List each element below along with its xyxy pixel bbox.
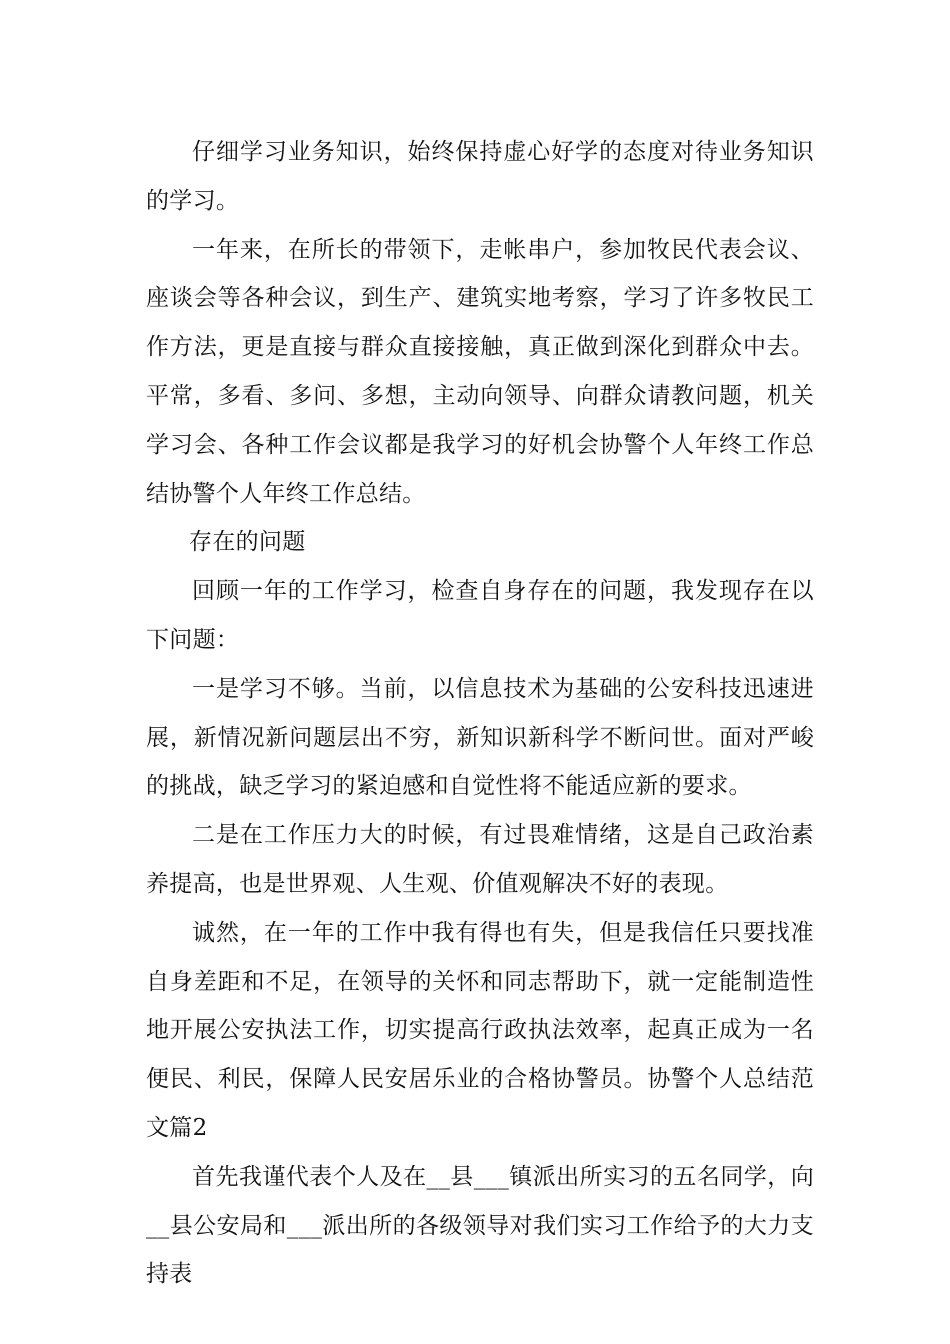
paragraph-study: 仔细学习业务知识，始终保持虚心好学的态度对待业务知识的学习。 — [146, 139, 814, 214]
paragraph-year-review: 一年来，在所长的带领下，走帐串户，参加牧民代表会议、座谈会等各种会议，到生产、建筑实地考察，学习了许多牧民工作方法，更是直接与群众直接接触，真正做到深化到群众中去。平常，多看、多问、多想，主动向领导、向群众请教问题，机关学习会、各种工作会议都是我学习的好机会协警个人年终工作总结协警个人年终工作总结。 — [146, 236, 814, 507]
paragraph-problem-two: 二是在工作压力大的时候，有过畏难情绪，这是自己政治素养提高，也是世界观、人生观、价值观解决不好的表现。 — [146, 822, 814, 897]
paragraph-self-check: 回顾一年的工作学习，检查自身存在的问题，我发现存在以下问题： — [146, 578, 814, 653]
paragraph-problem-one: 一是学习不够。当前，以信息技术为基础的公安科技迅速进展，新情况新问题层出不穷，新知识新科学不断问世。面对严峻的挑战，缺乏学习的紧迫感和自觉性将不能适应新的要求。 — [146, 675, 814, 800]
paragraph-thanks: 首先我谨代表个人及在__县___镇派出所实习的五名同学，向__县公安局和___派出所的各级领导对我们实习工作给予的大力支持表 — [146, 1163, 814, 1288]
document-body — [146, 128, 814, 1299]
paragraph-conclusion: 诚然，在一年的工作中我有得也有失，但是我信任只要找准自身差距和不足，在领导的关怀和同志帮助下，就一定能制造性地开展公安执法工作，切实提高行政执法效率，起真正成为一名便民、利民，保障人民安居乐业的合格协警员。协警个人总结范文篇2 — [146, 919, 814, 1141]
section-heading-problems: 存在的问题 — [189, 529, 306, 556]
